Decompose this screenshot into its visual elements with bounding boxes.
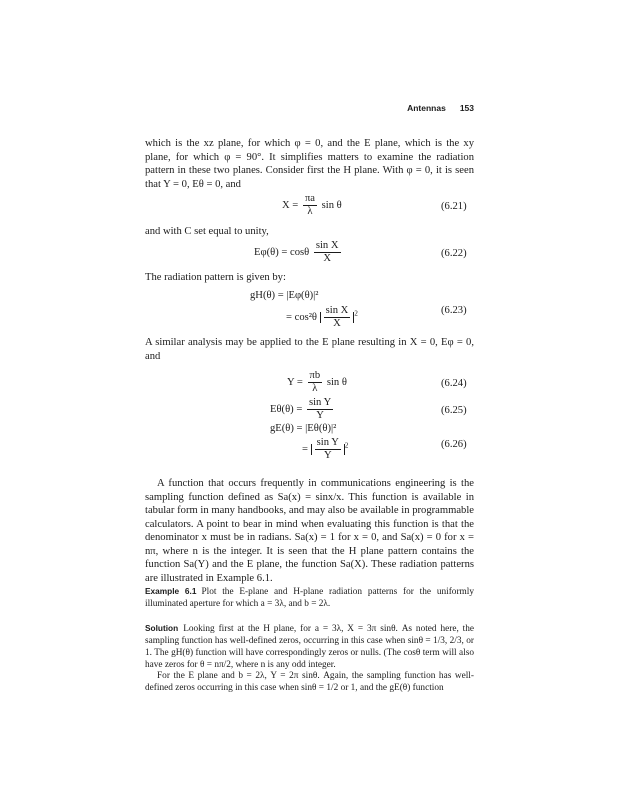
equation-6-24 <box>287 370 347 395</box>
fraction: $\frac{\text{sin Y}}{Y}$ <box>308 397 332 421</box>
equation-6-26-line1: gE(θ) = |Eθ(θ)|² <box>270 423 337 434</box>
equation-number: (6.26) <box>441 439 467 450</box>
equation-number: (6.21) <box>441 201 467 212</box>
equation-number: (6.23) <box>441 305 467 316</box>
equation-lhs: X = <box>282 199 299 211</box>
equation-number: (6.25) <box>441 405 467 416</box>
fraction: $\frac{\text{sin Y}}{Y}$ <box>316 437 339 461</box>
paragraph-pattern: The radiation pattern is given by: <box>145 272 286 283</box>
solution-label: Solution <box>145 623 179 633</box>
equation-lhs: Eφ(θ) = cosθ <box>254 246 310 258</box>
fraction: $\frac{\text{sin X}}{X}$ <box>315 240 339 264</box>
paragraph-sampling-function: A function that occurs frequently in communications engineering is the sampling function defined as Sa(x) = sinx/x. This function is available in tabular form in many handbooks, and may also be available in programmable calculators. A point to bear in mind when evaluating this function is that the denominator x must be in radians. Sa(x) = 1 for x = 0, and Sa(x) = 0 for x = nπ, where n is the integer. It is seen that the H plane pattern contains the function Sa(Y) and the E plane, the function Sa(X). These radiation patterns are illustrated in Example 6.1. <box>145 478 474 584</box>
equation-rhs: sin θ <box>321 199 342 211</box>
fraction: $\frac{\pi a}{\lambda}$ <box>304 193 315 217</box>
example-text: Plot the E-plane and H-plane radiation patterns for the uniformly illuminated aperture for which a = 3λ, and b = 2λ. <box>145 587 475 609</box>
fraction: $\frac{\text{sin X}}{X}$ <box>325 305 349 329</box>
equation-6-23-line1: gH(θ) = |Eφ(θ)|² <box>250 290 319 301</box>
example-label: Example 6.1 <box>145 586 197 596</box>
equation-lhs: = <box>302 443 308 455</box>
exponent: 2 <box>354 309 358 318</box>
example-solution-continued: For the E plane and b = 2λ, Y = 2π sinθ. Again, the sampling function has well-defined zeros occurring in this case when sinθ = 1/2 or 1, and the gE(θ) function <box>145 671 474 693</box>
equation-6-23-line2 <box>286 305 358 330</box>
equation-lhs: Eθ(θ) = <box>270 403 303 415</box>
running-header <box>407 103 474 113</box>
equation-number: (6.24) <box>441 378 467 389</box>
exponent: 2 <box>344 441 349 450</box>
equation-6-22 <box>254 240 343 265</box>
paragraph-intro: which is the xz plane, for which φ = 0, and the E plane, which is the xy plane, for which φ = 90°. It simplifies matters to examine the radiation pattern in these two planes. Consider first the H plane. With φ = 0, it is seen that Y = 0, Eθ = 0, and <box>145 138 474 190</box>
equation-lhs: = cos²θ <box>286 311 317 323</box>
example-statement <box>145 585 474 610</box>
equation-6-25 <box>270 397 335 422</box>
equation-rhs: sin θ <box>326 376 347 388</box>
solution-text: Looking first at the H plane, for a = 3λ, X = 3π sinθ. As noted here, the sampling function has well-defined zeros, occurring in this case when sinθ = 1/3, 2/3, or 1. The gH(θ) function will have correspondingly zeros or nulls. (The cosθ term will also have zeros for θ = nπ/2, where n is any odd integer. <box>145 624 474 670</box>
page-number: 153 <box>459 103 474 113</box>
equation-6-26-line2 <box>302 437 348 462</box>
example-solution <box>145 622 474 671</box>
equation-number: (6.22) <box>441 248 467 259</box>
fraction: $\frac{\pi b}{\lambda}$ <box>309 370 321 394</box>
paragraph-e-plane: A similar analysis may be applied to the E plane resulting in X = 0, Eφ = 0, and <box>145 337 474 362</box>
running-title: Antennas <box>407 103 446 113</box>
equation-lhs: Y = <box>287 376 303 388</box>
paragraph-unity: and with C set equal to unity, <box>145 226 269 237</box>
equation-6-21 <box>282 193 342 218</box>
